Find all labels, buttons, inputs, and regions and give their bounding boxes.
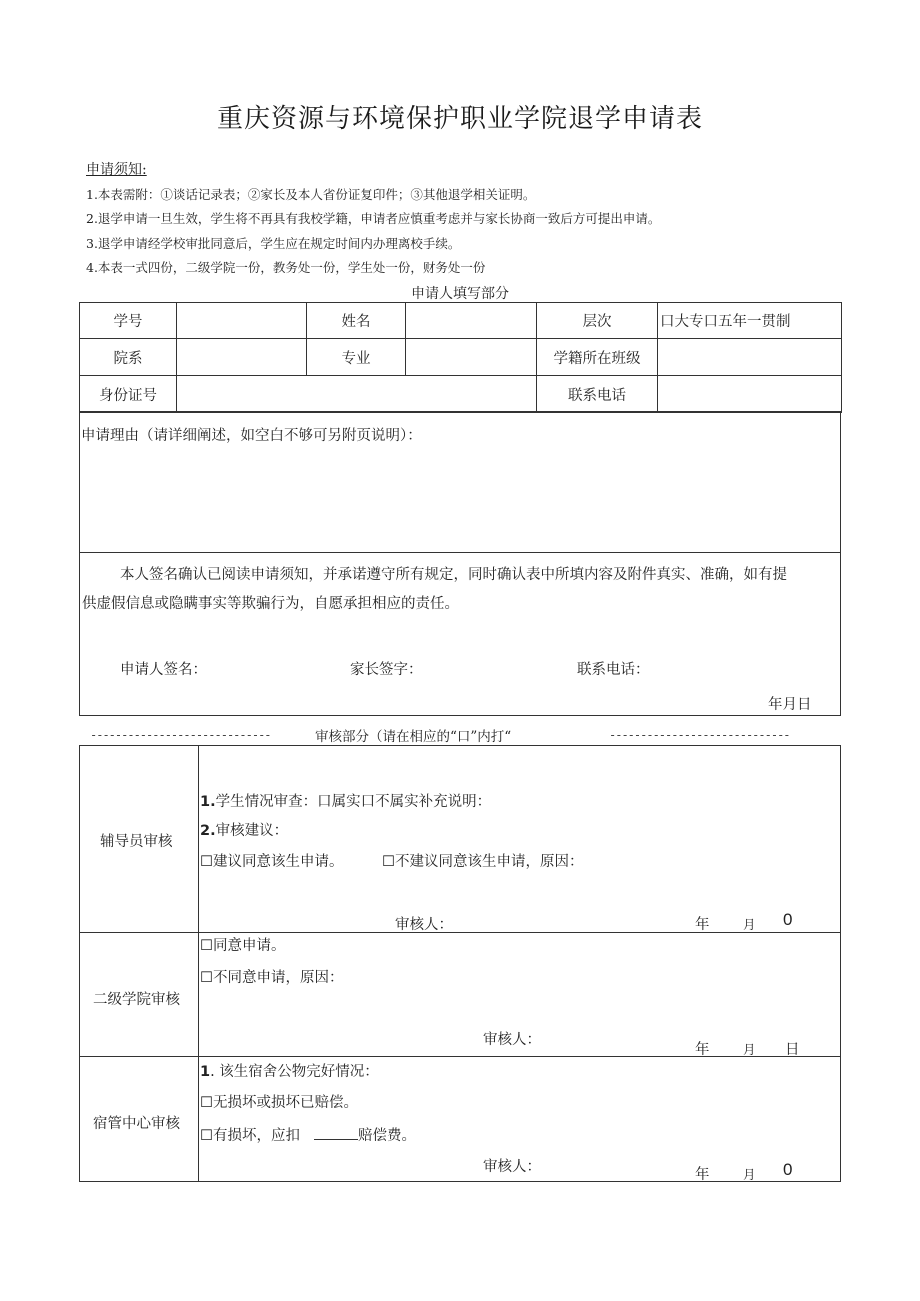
college-date-day: 日 [785, 1042, 800, 1058]
dorm-damaged-option[interactable] [200, 1124, 416, 1145]
id-number-field[interactable] [177, 376, 537, 413]
dorm-date-day: 0 [783, 1160, 793, 1179]
dorm-date-year: 年 [695, 1167, 710, 1183]
form-title: 重庆资源与环境保护职业学院退学申请表 [216, 104, 703, 134]
label-major: 专业 [307, 339, 406, 376]
label-name: 姓名 [307, 303, 406, 339]
dorm-item-1-number: 1 [200, 1064, 211, 1080]
dorm-item-1-text: . 该生宿舍公物完好情况： [210, 1064, 379, 1080]
counselor-date-year: 年 [695, 917, 710, 933]
counselor-review-label: 辅导员审核 [100, 834, 173, 850]
counselor-item-1-text: 学生情况审查：口属实口不属实补充说明： [215, 794, 492, 810]
review-column-divider [198, 745, 199, 1182]
dorm-item-1 [200, 1060, 379, 1081]
review-section-heading: 审核部分（请在相应的“口”内打“ [315, 729, 512, 745]
college-date-year: 年 [695, 1042, 710, 1058]
dorm-reviewer-label: 审核人： [483, 1159, 541, 1175]
review-dash-right: ----------------------------- [609, 728, 790, 742]
class-field[interactable] [658, 339, 842, 376]
college-date-month: 月 [743, 1042, 756, 1057]
department-field[interactable] [177, 339, 307, 376]
notice-item-4: 4.本表一式四份，二级学院一份，教务处一份，学生处一份，财务处一份 [86, 260, 486, 275]
counselor-disagree-checkbox[interactable]: ☐不建议同意该生申请，原因： [382, 854, 584, 870]
label-id-number: 身份证号 [80, 376, 177, 413]
counselor-agree-checkbox[interactable]: ☐建议同意该生申请。 [200, 854, 344, 870]
counselor-item-2-number: 2. [200, 823, 216, 839]
dorm-damaged-suffix: 赔偿费。 [358, 1128, 416, 1144]
student-id-field[interactable] [177, 303, 307, 339]
label-class: 学籍所在班级 [537, 339, 658, 376]
counselor-date-month: 月 [743, 917, 756, 932]
counselor-item-2-text: 审核建议： [215, 823, 289, 839]
reason-label: 申请理由（请详细阐述，如空白不够可另附页说明）： [81, 428, 422, 444]
college-agree-checkbox[interactable]: ☐同意申请。 [200, 938, 286, 954]
notice-item-2: 2.退学申请一旦生效，学生将不再具有我校学籍，申请者应慎重考虑并与家长协商一致后方可提出申请。 [86, 211, 661, 226]
counselor-date-day: 0 [783, 910, 793, 929]
counselor-item-2 [200, 819, 288, 840]
label-student-id: 学号 [80, 303, 177, 339]
label-department: 院系 [80, 339, 177, 376]
applicant-info-table [79, 302, 842, 413]
review-row-divider-1 [79, 932, 841, 933]
counselor-item-1 [200, 790, 491, 811]
declaration-line-1: 本人签名确认已阅读申请须知，并承诺遵守所有规定，同时确认表中所填内容及附件真实、准确，如有提 [120, 567, 787, 583]
notice-item-3: 3.退学申请经学校审批同意后，学生应在规定时间内办理离校手续。 [86, 236, 461, 251]
counselor-item-1-number: 1. [200, 794, 216, 810]
review-dash-left: ----------------------------- [90, 728, 271, 742]
label-level: 层次 [537, 303, 658, 339]
dorm-date-month: 月 [743, 1167, 756, 1182]
contact-phone-label: 联系电话： [577, 662, 650, 678]
college-disagree-checkbox[interactable]: ☐不同意申请，原因： [200, 970, 344, 986]
reason-field[interactable] [82, 440, 838, 548]
declaration-line-2: 供虚假信息或隐瞒事实等欺骗行为，自愿承担相应的责任。 [82, 596, 459, 612]
dorm-ok-checkbox[interactable]: ☐无损坏或损坏已赔偿。 [200, 1095, 358, 1111]
declaration-date: 年月日 [768, 697, 812, 713]
notice-item-1: 1.本表需附：①谈话记录表；②家长及本人省份证复印件；③其他退学相关证明。 [86, 187, 536, 202]
college-reviewer-label: 审核人： [483, 1032, 541, 1048]
reason-divider [79, 552, 841, 553]
deduction-amount-blank[interactable] [314, 1125, 358, 1140]
level-options[interactable]: 口大专口五年一贯制 [658, 303, 842, 339]
dorm-review-label: 宿管中心审核 [93, 1116, 180, 1132]
review-row-divider-2 [79, 1056, 841, 1057]
major-field[interactable] [406, 339, 537, 376]
phone-field[interactable] [658, 376, 842, 413]
college-review-label: 二级学院审核 [93, 992, 180, 1008]
dorm-damaged-checkbox[interactable]: ☐有损坏，应扣 [200, 1128, 300, 1144]
counselor-reviewer-label: 审核人： [395, 917, 453, 933]
notice-heading: 申请须知: [86, 162, 147, 178]
label-phone: 联系电话 [537, 376, 658, 413]
applicant-section-heading: 申请人填写部分 [411, 286, 509, 302]
name-field[interactable] [406, 303, 537, 339]
applicant-signature-label: 申请人签名： [120, 662, 207, 678]
parent-signature-label: 家长签字： [350, 662, 423, 678]
